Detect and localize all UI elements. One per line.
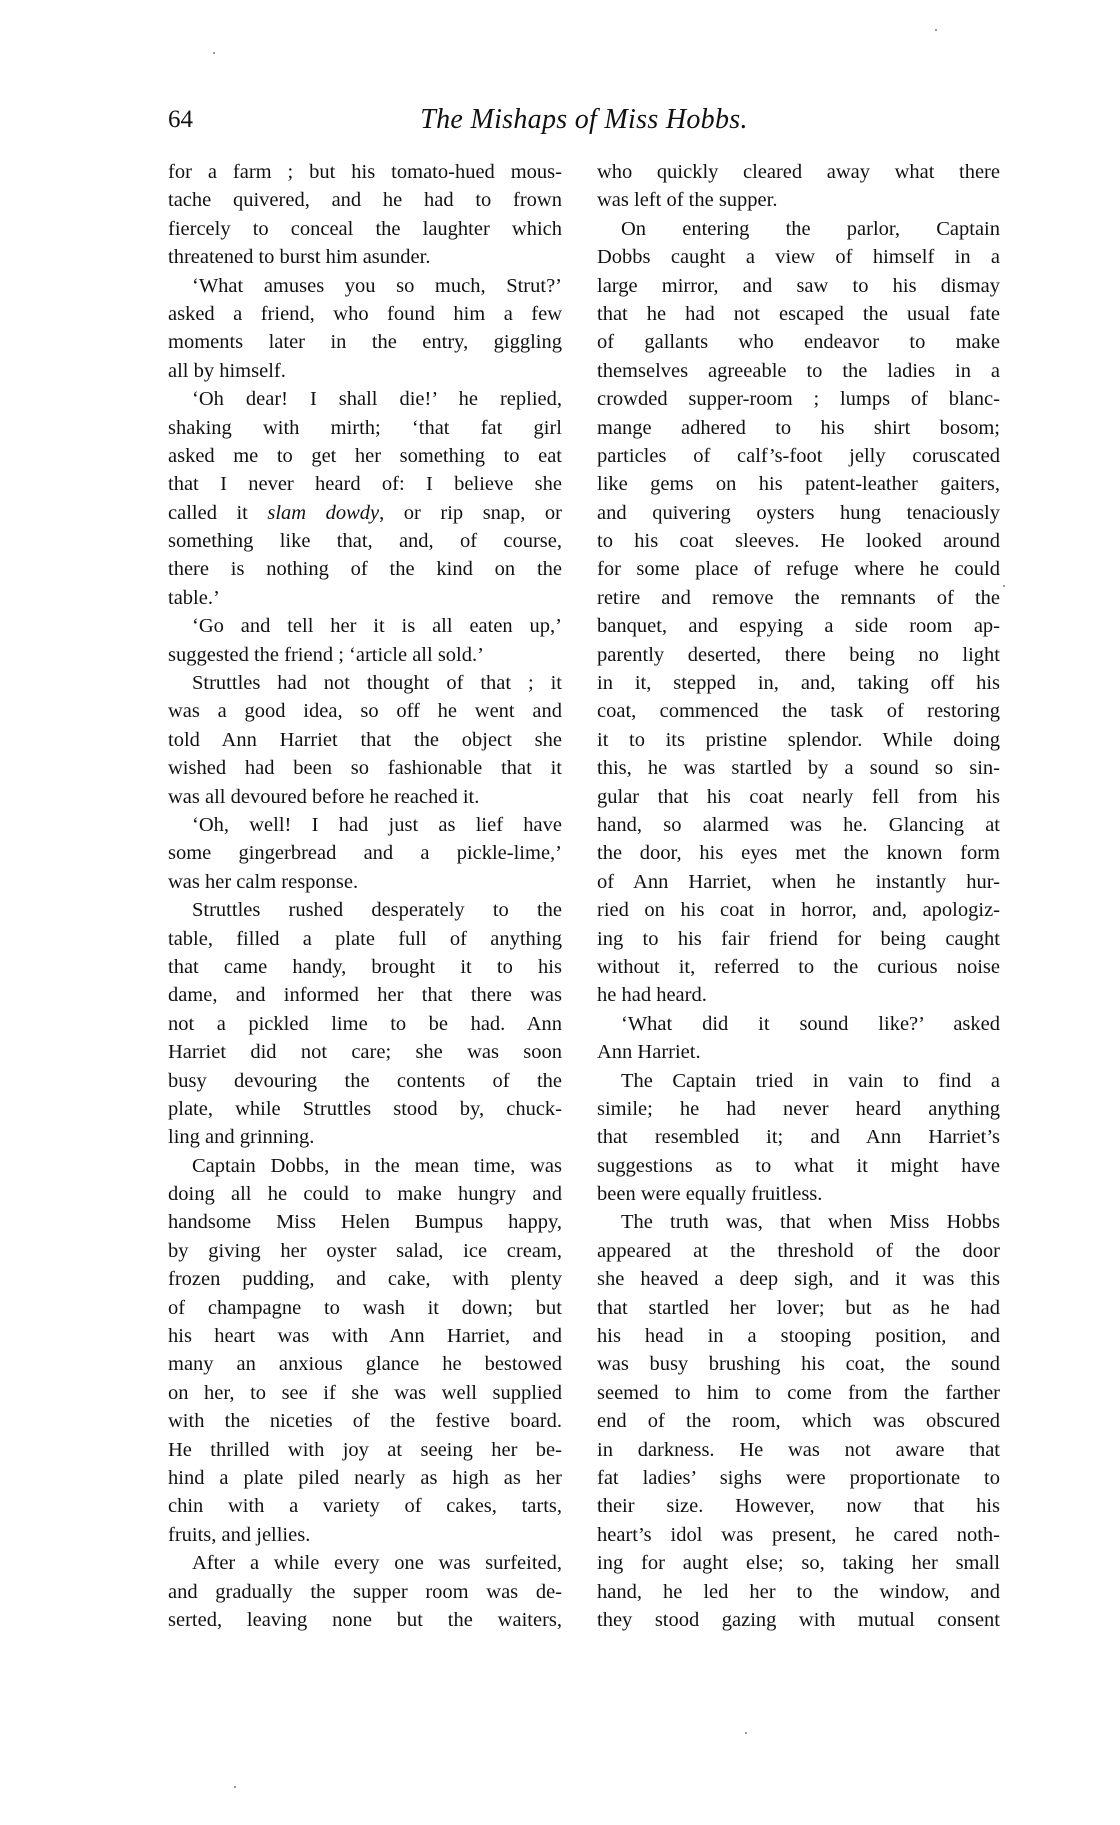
- text-line: who quickly cleared away what there: [597, 161, 1000, 183]
- text-line: this, he was startled by a sound so sin-: [597, 757, 1000, 780]
- text-line: it to its pristine splendor. While doing: [597, 728, 1000, 751]
- text-line: dame, and informed her that there was: [168, 984, 562, 1007]
- text-line: was a good idea, so off he went and: [168, 700, 562, 723]
- text-line: shaking with mirth; ‘that fat girl: [168, 416, 562, 439]
- text-line: ing to his fair friend for being caught: [597, 927, 1000, 950]
- text-line: Struttles rushed desperately to the: [192, 899, 562, 922]
- text-line: some gingerbread and a pickle-lime,’: [168, 842, 562, 865]
- text-line: table.’: [168, 586, 220, 609]
- text-line: to his coat sleeves. He looked around: [597, 530, 1000, 553]
- text-line: tache quivered, and he had to frown: [168, 189, 562, 212]
- text-line: banquet, and espying a side room ap-: [597, 615, 1000, 638]
- text-line: hand, so alarmed was he. Glancing at: [597, 813, 1000, 836]
- text-line: his heart was with Ann Harriet, and: [168, 1325, 562, 1348]
- scan-speck: [935, 29, 937, 31]
- text-line: Struttles had not thought of that ; it: [192, 672, 562, 695]
- text-line: many an anxious glance he bestowed: [168, 1353, 562, 1376]
- text-line: been were equally fruitless.: [597, 1183, 823, 1206]
- text-line: He thrilled with joy at seeing her be-: [168, 1438, 562, 1461]
- text-line: of champagne to wash it down; but: [168, 1296, 562, 1319]
- scan-speck: [745, 1732, 747, 1734]
- text-line: of gallants who endeavor to make: [597, 331, 1000, 354]
- text-line: ried on his coat in horror, and, apologiz-: [597, 899, 1000, 922]
- text-line: frozen pudding, and cake, with plenty: [168, 1268, 562, 1291]
- text-line: fat ladies’ sighs were proportionate to: [597, 1466, 1000, 1489]
- left-column: [168, 158, 562, 1634]
- text-line: fiercely to conceal the laughter which: [168, 217, 562, 240]
- text-line: was all devoured before he reached it.: [168, 785, 480, 808]
- text-line: in it, stepped in, and, taking off his: [597, 672, 1000, 695]
- text-line: was left of the supper.: [597, 189, 778, 212]
- text-line: heart’s idol was present, he cared noth-: [597, 1523, 1000, 1546]
- text-line: retire and remove the remnants of the: [597, 586, 1000, 609]
- text-line: busy devouring the contents of the: [168, 1069, 562, 1092]
- text-line: in darkness. He was not aware that: [597, 1438, 1000, 1461]
- text-line: their size. However, now that his: [597, 1495, 1000, 1518]
- text-line: of Ann Harriet, when he instantly hur-: [597, 870, 1000, 893]
- text-line: coat, commenced the task of restoring: [597, 700, 1000, 723]
- text-line: moments later in the entry, giggling: [168, 331, 562, 354]
- text-line: ‘Go and tell her it is all eaten up,’: [192, 615, 562, 638]
- text-line: plate, while Struttles stood by, chuck-: [168, 1097, 562, 1120]
- right-column: [597, 158, 1000, 1634]
- scan-speck: [213, 52, 215, 54]
- text-line: table, filled a plate full of anything: [168, 927, 562, 950]
- text-line: that he had not escaped the usual fate: [597, 302, 1000, 325]
- text-line: handsome Miss Helen Bumpus happy,: [168, 1211, 562, 1234]
- text-line: on her, to see if she was well supplied: [168, 1381, 562, 1404]
- text-line: by giving her oyster salad, ice cream,: [168, 1239, 562, 1262]
- text-line: Captain Dobbs, in the mean time, was: [192, 1154, 562, 1177]
- text-line: ‘Oh, well! I had just as lief have: [192, 813, 562, 836]
- text-line: ‘Oh dear! I shall die!’ he replied,: [192, 388, 562, 411]
- text-line: for a farm ; but his tomato-hued mous-: [168, 161, 562, 183]
- running-title: The Mishaps of Miss Hobbs.: [420, 104, 748, 135]
- scan-speck: [234, 1786, 236, 1788]
- text-line: the door, his eyes met the known form: [597, 842, 1000, 865]
- page-number: 64: [168, 106, 193, 133]
- text-line: suggested the friend ; ‘article all sold.’: [168, 643, 484, 666]
- text-line: wished had been so fashionable that it: [168, 757, 562, 780]
- text-line: there is nothing of the kind on the: [168, 558, 562, 581]
- text-line: simile; he had never heard anything: [597, 1097, 1000, 1120]
- text-line: serted, leaving none but the waiters,: [168, 1608, 562, 1631]
- text-line: that I never heard of: I believe she: [168, 473, 562, 496]
- text-line: seemed to him to come from the farther: [597, 1381, 1000, 1404]
- scan-speck: [1003, 585, 1005, 587]
- text-line: chin with a variety of cakes, tarts,: [168, 1495, 562, 1518]
- text-line: hand, he led her to the window, and: [597, 1580, 1000, 1603]
- text-line: [168, 499, 562, 527]
- text-line: ing for aught else; so, taking her small: [597, 1552, 1000, 1575]
- text-line: ling and grinning.: [168, 1126, 315, 1149]
- text-line: particles of calf’s-foot jelly coruscated: [597, 444, 1000, 467]
- italic-phrase: slam dowdy: [267, 501, 380, 524]
- text-line: not a pickled lime to be had. Ann: [168, 1012, 562, 1035]
- text-line: something like that, and, of course,: [168, 530, 562, 553]
- text-line: like gems on his patent-leather gaiters,: [597, 473, 1000, 496]
- text-line: for some place of refuge where he could: [597, 558, 1000, 581]
- text-line: without it, referred to the curious noise: [597, 955, 1000, 978]
- text-line: On entering the parlor, Captain: [621, 217, 1000, 240]
- text-line: Harriet did not care; she was soon: [168, 1041, 562, 1064]
- text-line: fruits, and jellies.: [168, 1523, 311, 1546]
- text-line: his head in a stooping position, and: [597, 1325, 1000, 1348]
- text-line: themselves agreeable to the ladies in a: [597, 359, 1000, 382]
- text-line: mange adhered to his shirt bosom;: [597, 416, 1000, 439]
- text-line: was her calm response.: [168, 870, 359, 893]
- text-line: and quivering oysters hung tenaciously: [597, 501, 1000, 524]
- text-line: threatened to burst him asunder.: [168, 246, 431, 269]
- text-line: Ann Harriet.: [597, 1041, 701, 1064]
- text-line: large mirror, and saw to his dismay: [597, 274, 1000, 297]
- text-line: she heaved a deep sigh, and it was this: [597, 1268, 1000, 1291]
- text-line: he had heard.: [597, 984, 707, 1007]
- text-line: was busy brushing his coat, the sound: [597, 1353, 1000, 1376]
- page-header: [168, 100, 1000, 140]
- text-line: that came handy, brought it to his: [168, 955, 562, 978]
- text-line: they stood gazing with mutual consent: [597, 1608, 1000, 1631]
- text-line: gular that his coat nearly fell from his: [597, 785, 1000, 808]
- text-line: and gradually the supper room was de-: [168, 1580, 562, 1603]
- text-line: hind a plate piled nearly as high as her: [168, 1466, 562, 1489]
- text-fragment: , or rip snap, or: [379, 501, 562, 524]
- text-line: The Captain tried in vain to find a: [621, 1069, 1000, 1092]
- text-line: parently deserted, there being no light: [597, 643, 1000, 666]
- text-line: Dobbs caught a view of himself in a: [597, 246, 1000, 269]
- text-line: ‘What did it sound like?’ asked: [621, 1012, 1000, 1035]
- text-line: end of the room, which was obscured: [597, 1410, 1000, 1433]
- text-line: doing all he could to make hungry and: [168, 1183, 562, 1206]
- text-line: all by himself.: [168, 359, 286, 382]
- text-line: that startled her lover; but as he had: [597, 1296, 1000, 1319]
- text-line: that resembled it; and Ann Harriet’s: [597, 1126, 1000, 1149]
- text-line: with the niceties of the festive board.: [168, 1410, 562, 1433]
- text-line: asked a friend, who found him a few: [168, 302, 562, 325]
- text-line: suggestions as to what it might have: [597, 1154, 1000, 1177]
- text-line: ‘What amuses you so much, Strut?’: [192, 274, 562, 297]
- text-line: The truth was, that when Miss Hobbs: [621, 1211, 1000, 1234]
- text-line: asked me to get her something to eat: [168, 444, 562, 467]
- text-fragment: called it: [168, 501, 268, 524]
- text-line: After a while every one was surfeited,: [192, 1552, 562, 1575]
- text-line: crowded supper-room ; lumps of blanc-: [597, 388, 1000, 411]
- text-line: appeared at the threshold of the door: [597, 1239, 1000, 1262]
- text-line: told Ann Harriet that the object she: [168, 728, 562, 751]
